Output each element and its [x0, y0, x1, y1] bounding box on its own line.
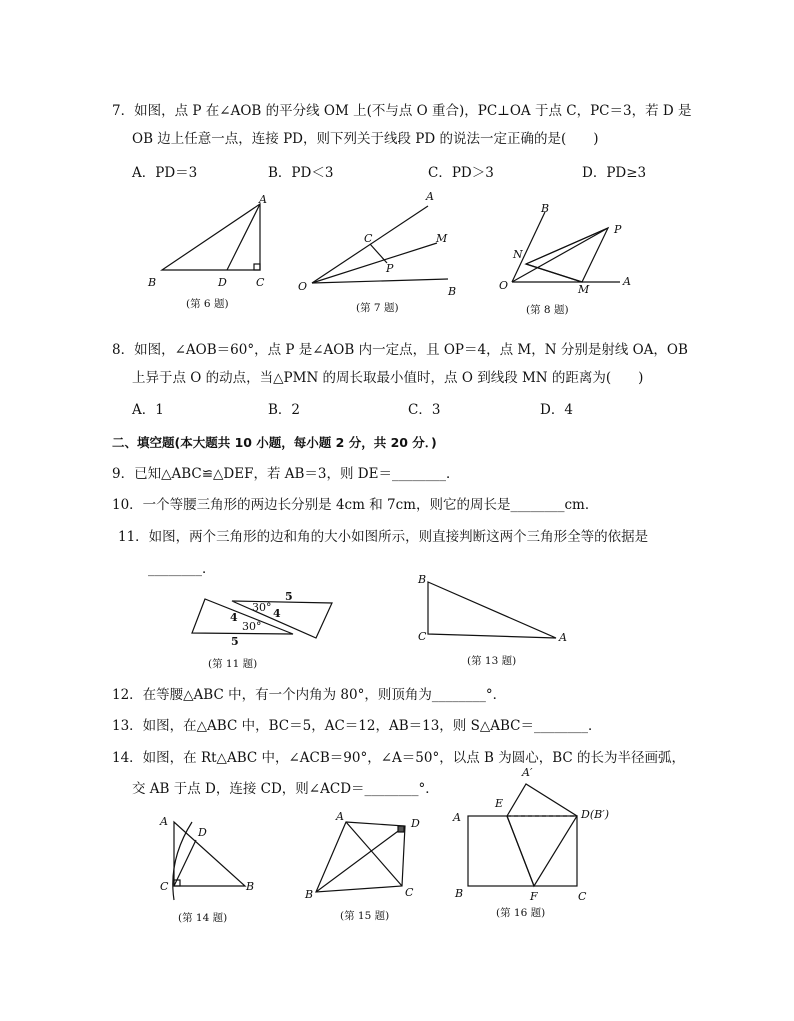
- fig13-label-b: B: [418, 573, 427, 586]
- fig16-label-f: F: [530, 890, 538, 903]
- fig11-label-5-bottom: 5: [231, 635, 239, 648]
- fig8-label-n: N: [513, 248, 523, 261]
- fig16-label-a: A: [453, 811, 461, 824]
- fig14-triangle: [174, 822, 245, 886]
- fig14-label-d: D: [198, 826, 207, 839]
- fig8-label-a: A: [623, 275, 631, 288]
- q7-line1: 7．如图，点 P 在∠AOB 的平分线 OM 上(不与点 O 重合)，PC⊥OA 于点 C，PC＝3，若 D 是: [112, 103, 692, 119]
- fig6-label-c: C: [256, 276, 265, 289]
- q7-option-b: B．PD＜3: [268, 165, 334, 181]
- fig7-label-o: O: [298, 280, 308, 293]
- q14-line1: 14．如图，在 Rt△ABC 中，∠ACB＝90°，∠A＝50°，以点 B 为圆心，BC 的长为半径画弧，: [112, 750, 686, 766]
- fig16-label-c: C: [578, 890, 587, 903]
- q8-option-a: A．1: [132, 402, 164, 418]
- q11-line2: ________．: [148, 561, 216, 577]
- fig15-label-d: D: [411, 817, 420, 830]
- fig7-label-c: C: [364, 232, 373, 245]
- fig16-segment-ef: [507, 816, 534, 886]
- fig8-label-m: M: [578, 283, 590, 296]
- fig8-label-b: B: [541, 202, 550, 215]
- fig15-label-c: C: [405, 886, 414, 899]
- fig15-label-b: B: [305, 888, 314, 901]
- fig11-caption: (第 11 题): [208, 658, 258, 670]
- fig6-caption: (第 6 题): [186, 298, 229, 310]
- fig7-label-b: B: [448, 285, 457, 298]
- fig14-caption: (第 14 题): [178, 912, 228, 924]
- section2-title: 二、填空题(本大题共 10 小题，每小题 2 分，共 20 分．): [112, 435, 437, 450]
- fig11-label-30-bottom: 30°: [242, 620, 262, 633]
- q7-line2: OB 边上任意一点，连接 PD，则下列关于线段 PD 的说法一定正确的是( ): [132, 131, 599, 147]
- fig13-caption: (第 13 题): [467, 655, 517, 667]
- fig8-label-p: P: [614, 223, 622, 236]
- q8-option-c: C．3: [408, 402, 441, 418]
- fig11-label-30-top: 30°: [252, 601, 272, 614]
- fig7-caption: (第 7 题): [356, 302, 399, 314]
- fig13-label-c: C: [418, 630, 427, 643]
- fig16-label-e: E: [495, 797, 504, 810]
- fig14-label-c: C: [160, 880, 169, 893]
- fig13-label-a: A: [559, 631, 567, 644]
- fig14-label-b: B: [246, 880, 255, 893]
- q8-line2: 上异于点 O 的动点，当△PMN 的周长取最小值时，点 O 到线段 MN 的距离为( ): [132, 370, 644, 386]
- fig16-fold: [507, 784, 577, 886]
- fig15-label-a: A: [336, 810, 344, 823]
- q8-option-d: D．4: [540, 402, 573, 418]
- q9-text: 9．已知△ABC≌△DEF，若 AB＝3，则 DE＝________．: [112, 466, 460, 482]
- q10-text: 10．一个等腰三角形的两边长分别是 4cm 和 7cm，则它的周长是________cm．: [112, 497, 599, 513]
- fig7-label-m: M: [436, 232, 448, 245]
- fig16-label-a-prime: A′: [522, 766, 533, 779]
- q12-text: 12．在等腰△ABC 中，有一个内角为 80°，则顶角为________°．: [112, 687, 507, 703]
- fig16-rectangle: [468, 816, 577, 886]
- fig15-right-angle: [398, 826, 404, 832]
- fig15-caption: (第 15 题): [340, 910, 390, 922]
- fig8-caption: (第 8 题): [526, 304, 569, 316]
- fig6-label-a: A: [259, 193, 267, 206]
- fig14-arc: [173, 822, 192, 900]
- fig16-label-b: B: [455, 887, 464, 900]
- q7-option-d: D．PD≥3: [582, 165, 647, 181]
- fig6-label-b: B: [148, 276, 157, 289]
- q7-option-a: A．PD＝3: [132, 165, 198, 181]
- fig11-label-5-top: 5: [285, 590, 293, 603]
- q8-option-b: B．2: [268, 402, 301, 418]
- q11-line1: 11．如图，两个三角形的边和角的大小如图所示，则直接判断这两个三角形全等的依据是: [118, 529, 649, 545]
- fig16-caption: (第 16 题): [496, 907, 546, 919]
- fig7-label-a: A: [426, 190, 434, 203]
- fig14-segment-cd: [174, 840, 196, 886]
- q14-line2: 交 AB 于点 D，连接 CD，则∠ACD＝________°．: [132, 781, 439, 797]
- q8-line1: 8．如图，∠AOB＝60°，点 P 是∠AOB 内一定点，且 OP＝4，点 M，N 分别是射线 OA，OB: [112, 342, 688, 358]
- fig16-label-d-bprime: D(B′): [581, 808, 609, 821]
- fig15-diagonal-ac: [346, 822, 402, 886]
- fig15-diagonal-bd: [316, 826, 405, 892]
- fig11-label-4-left: 4: [230, 611, 238, 624]
- q7-option-c: C．PD＞3: [428, 165, 494, 181]
- fig14-label-a: A: [160, 815, 168, 828]
- fig11-label-4-right: 4: [273, 607, 281, 620]
- fig7-label-p: P: [386, 262, 394, 275]
- fig6-label-d: D: [218, 276, 227, 289]
- q13-text: 13．如图，在△ABC 中，BC＝5，AC＝12，AB＝13，则 S△ABC＝________．: [112, 718, 602, 734]
- fig8-label-o: O: [499, 279, 509, 292]
